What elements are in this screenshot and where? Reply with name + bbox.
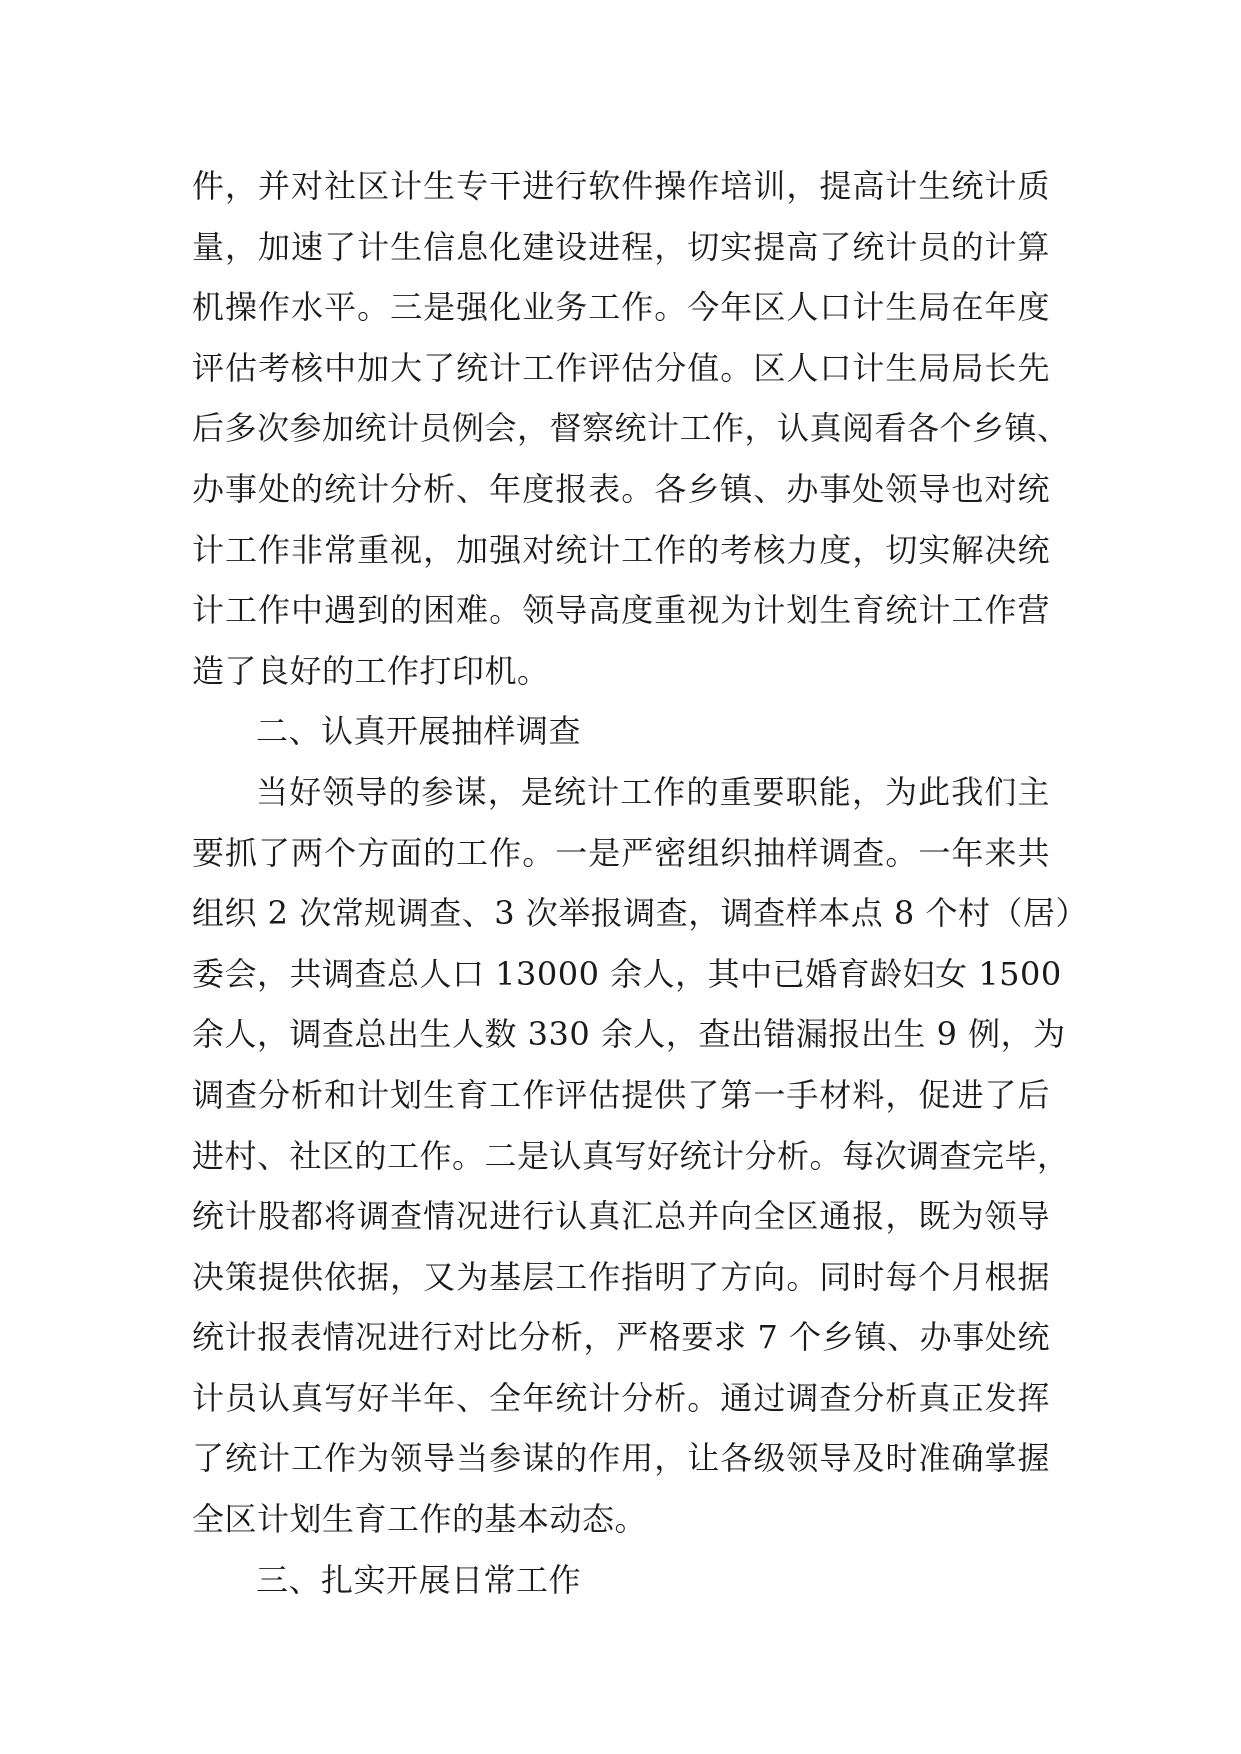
text-line: 要抓了两个方面的工作。一是严密组织抽样调查。一年来共	[192, 833, 1050, 872]
text-line: 机操作水平。三是强化业务工作。今年区人口计生局在年度	[192, 288, 1050, 327]
text-line: 统计股都将调查情况进行认真汇总并向全区通报，既为领导	[192, 1197, 1050, 1236]
text-line: 办事处的统计分析、年度报表。各乡镇、办事处领导也对统	[192, 469, 1050, 508]
text-line: 量，加速了计生信息化建设进程，切实提高了统计员的计算	[192, 227, 1050, 266]
text-line: 了统计工作为领导当参谋的作用，让各级领导及时准确掌握	[192, 1439, 1050, 1478]
text-line: 后多次参加统计员例会，督察统计工作，认真阅看各个乡镇、	[192, 409, 1070, 448]
text-line: 全区计划生育工作的基本动态。	[192, 1500, 648, 1539]
text-line: 决策提供依据，又为基层工作指明了方向。同时每个月根据	[192, 1257, 1050, 1296]
section-heading-3: 三、扎实开展日常工作	[256, 1560, 582, 1599]
text-line: 计员认真写好半年、全年统计分析。通过调查分析真正发挥	[192, 1378, 1050, 1417]
text-line: 计工作中遇到的困难。领导高度重视为计划生育统计工作营	[192, 591, 1050, 630]
text-line: 件，并对社区计生专干进行软件操作培训，提高计生统计质	[192, 167, 1050, 205]
text-line: 造了良好的工作打印机。	[192, 651, 550, 690]
text-line: 余人，调查总出生人数 330 余人，查出错漏报出生 9 例，为	[192, 1015, 1066, 1054]
text-line: 进村、社区的工作。二是认真写好统计分析。每次调查完毕，	[192, 1136, 1070, 1175]
text-line: 评估考核中加大了统计工作评估分值。区人口计生局局长先	[192, 348, 1050, 387]
text-line: 组织 2 次常规调查、3 次举报调查，调查样本点 8 个村（居）	[192, 894, 1088, 933]
text-line: 当好领导的参谋，是统计工作的重要职能，为此我们主	[256, 772, 1050, 811]
paragraph-1	[192, 156, 1070, 701]
text-line: 委会，共调查总人口 13000 余人，其中已婚育龄妇女 1500	[192, 954, 1062, 993]
paragraph-2	[192, 762, 1088, 1550]
text-line: 调查分析和计划生育工作评估提供了第一手材料，促进了后	[192, 1075, 1050, 1114]
section-heading-2: 二、认真开展抽样调查	[256, 712, 582, 751]
text-line: 计工作非常重视，加强对统计工作的考核力度，切实解决统	[192, 530, 1050, 569]
document-body	[192, 156, 1088, 1610]
text-line: 统计报表情况进行对比分析，严格要求 7 个乡镇、办事处统	[192, 1318, 1050, 1357]
